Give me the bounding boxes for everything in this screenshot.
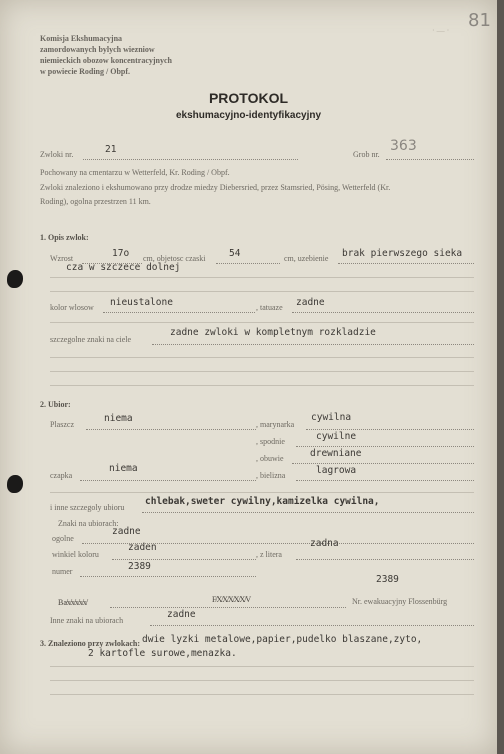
- znaki-na-ciele-value: zadne zwloki w kompletnym rozkladzie: [170, 327, 376, 338]
- document-subtitle: ekshumacyjno-identyfikacyjny: [175, 110, 322, 121]
- numer-value: 2389: [128, 561, 151, 572]
- ogolne-label: ogolne: [52, 534, 74, 543]
- inne-szczegoly-value: chlebak,sweter cywilny,kamizelka cywilna,: [145, 496, 380, 507]
- marynarka-value: cywilna: [311, 412, 352, 423]
- organization-line-2: zamordowanych bylych wiezniow: [40, 45, 155, 54]
- bielizna-label: , bielizna: [256, 471, 286, 480]
- litera-label: , z litera: [256, 550, 282, 559]
- section1-heading: 1. Opis zwlok:: [40, 233, 89, 242]
- nr-ewakuacyjny-value: 2389: [376, 574, 399, 585]
- found-text-2: Roding), ogolna przestrzen 11 km.: [40, 197, 151, 206]
- found-text-1: Zwloki znaleziono i ekshumowano przy drodze miedzy Diebersried, przez Stamsried, Pösing, Wetterfeld (Kr.: [40, 183, 391, 192]
- obuwie-value: drewniane: [310, 448, 362, 459]
- obuwie-label: , obuwie: [256, 454, 284, 463]
- kolor-label: kolor wlosow: [50, 303, 94, 312]
- punch-hole-bottom: [7, 475, 23, 493]
- winkiel-value: zaden: [128, 542, 157, 553]
- wzrost-value: 17o: [112, 248, 130, 259]
- organization-line-4: w powiecie Roding / Obpf.: [40, 67, 131, 76]
- inne-szczegoly-label: i inne szczegoly ubioru: [50, 503, 125, 512]
- marynarka-label: , marynarka: [256, 420, 295, 429]
- document-title: PROTOKOL: [208, 90, 289, 106]
- badge-mid: F̸X̸X̸X̸X̸X̸V: [212, 595, 252, 604]
- header-marks: · — ·: [432, 26, 450, 35]
- uzebienie-value-2: cza w szczece dolnej: [66, 262, 181, 273]
- tatuaze-value: zadne: [296, 297, 325, 308]
- czaska-value: 54: [229, 248, 241, 259]
- spodnie-value: cywilne: [316, 431, 357, 442]
- kolor-value: nieustalone: [110, 297, 173, 308]
- wzrost-label: Wzrost: [50, 254, 74, 263]
- litera-value: zadna: [310, 538, 339, 549]
- burial-text: Pochowany na cmentarzu w Wetterfeld, Kr. Roding / Obpf.: [40, 168, 230, 177]
- organization-line-3: niemieckich obozow koncentracyjnych: [40, 56, 172, 65]
- section2-heading: 2. Ubior:: [40, 400, 71, 409]
- grob-label: Grob nr.: [353, 150, 380, 159]
- czapka-value: niema: [109, 463, 138, 474]
- zwloki-value: 21: [105, 144, 117, 155]
- section3-value-2: 2 kartofle surowe,menazka.: [88, 648, 237, 659]
- winkiel-label: winkiel koloru: [52, 550, 99, 559]
- spodnie-label: , spodnie: [256, 437, 285, 446]
- czapka-label: czapka: [50, 471, 73, 480]
- znaki-ubior-label: Znaki na ubiorach:: [58, 519, 119, 528]
- grob-value: 363: [390, 138, 417, 154]
- zwloki-label: Zwloki nr.: [40, 150, 74, 159]
- section3-heading: 3. Znaleziono przy zwlokach:: [40, 639, 140, 648]
- ogolne-value: zadne: [112, 526, 141, 537]
- inne-znaki-label: Inne znaki na ubiorach: [50, 616, 124, 625]
- znaki-na-ciele-label: szczegolne znaki na ciele: [50, 335, 132, 344]
- organization-line-1: Komisja Ekshumacyjna: [40, 34, 123, 43]
- badge-left: Ba̸x̸x̸x̸x̸x̸: [58, 598, 87, 607]
- inne-znaki-value: zadne: [167, 609, 196, 620]
- bielizna-value: lagrowa: [316, 465, 357, 476]
- numer-label: numer: [52, 567, 73, 576]
- uzebienie-value: brak pierwszego sieka: [342, 248, 463, 259]
- uzebienie-label: cm, uzebienie: [284, 254, 329, 263]
- page-number: 81: [468, 10, 491, 31]
- section3-value-1: dwie lyzki metalowe,papier,pudelko blaszane,zyto,: [142, 634, 423, 645]
- tatuaze-label: , tatuaze: [256, 303, 283, 312]
- objetosc-label: cm, objetosc czaski: [143, 254, 206, 263]
- plaszcz-label: Plaszcz: [50, 420, 74, 429]
- plaszcz-value: niema: [104, 413, 133, 424]
- punch-hole-top: [7, 270, 23, 288]
- nr-ewakuacyjny-label: Nr. ewakuacyjny Flossenbürg: [352, 597, 448, 606]
